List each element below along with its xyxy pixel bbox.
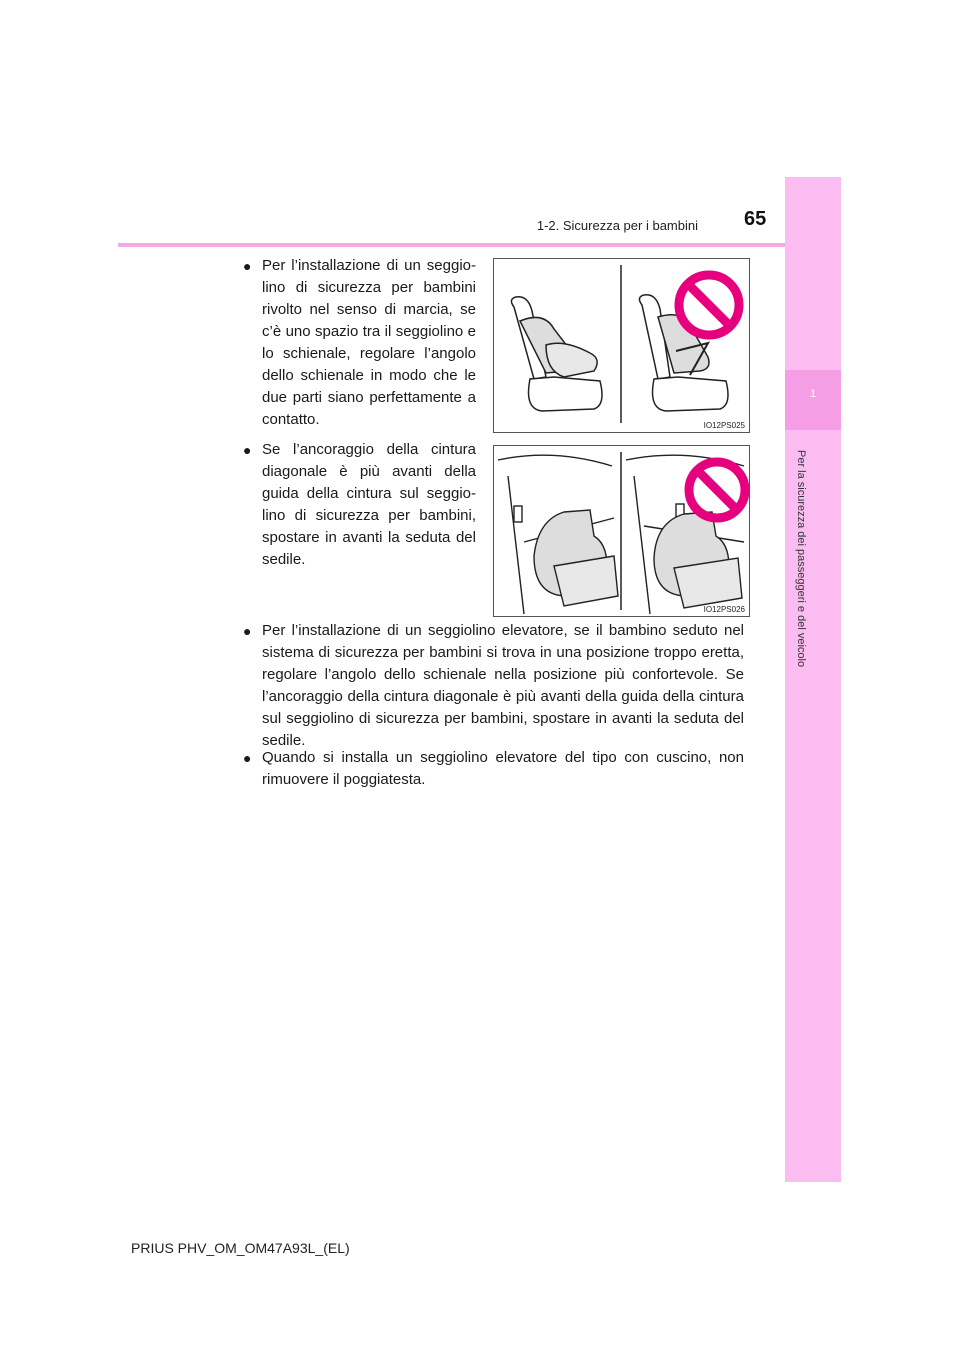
figure-code: IO12PS026 <box>703 605 745 614</box>
page-number: 65 <box>744 208 767 230</box>
footer-document-code: PRIUS PHV_OM_OM47A93L_(EL) <box>131 1240 350 1256</box>
bullet-dot-icon: ● <box>243 623 252 639</box>
figure-seat-recline <box>493 258 750 433</box>
seat-recline-illustration <box>494 259 749 432</box>
bullet-item <box>243 620 744 752</box>
bullet-text: Se l’ancoraggio della cintura diagonale è più avanti della guida della cintura sul seggio-lino di sicurezza per bambini, spostare in avanti la seduta del sedile. <box>262 441 476 568</box>
figure-code: IO12PS025 <box>703 421 745 430</box>
prohibition-icon <box>689 462 745 518</box>
figure-belt-anchor <box>493 445 750 617</box>
bullet-item <box>243 255 476 431</box>
bullet-dot-icon: ● <box>243 442 252 458</box>
chapter-title: Per la sicurezza dei passeggeri e del veicolo <box>795 450 807 668</box>
belt-anchor-illustration <box>494 446 749 616</box>
bullet-dot-icon: ● <box>243 750 252 766</box>
chapter-number: 1 <box>809 388 817 400</box>
bullet-item <box>243 439 476 571</box>
child-seat-correct-icon <box>498 455 618 614</box>
header-rule <box>118 243 841 247</box>
bullet-item <box>243 747 744 791</box>
bullet-text: Per l’installazione di un seggio-lino di sicurezza per bambini rivolto nel senso di marcia, se c’è uno spazio tra il seggiolino e lo schienale, regolare l’angolo dello schienale in modo che le due parti siano perfettamente a contatto. <box>262 257 476 428</box>
bullet-text: Per l’installazione di un seggiolino elevatore, se il bambino seduto nel sistema di sicurezza per bambini si trova in una posizione troppo eretta, regolare l’angolo dello schienale nella posizione più confortevole. Se l’ancoraggio della cintura diagonale è più avanti della guida della cintura sul seggiolino di sicurezza per bambini, spostare in avanti la seduta del sedile. <box>262 622 744 749</box>
bullet-dot-icon: ● <box>243 258 252 274</box>
prohibition-icon <box>679 275 739 335</box>
section-title: 1-2. Sicurezza per i bambini <box>536 218 698 233</box>
child-seat-incorrect-icon <box>626 455 744 614</box>
bullet-text: Quando si installa un seggiolino elevatore del tipo con cuscino, non rimuovere il poggiatesta. <box>262 749 744 788</box>
seat-correct-icon <box>511 297 602 411</box>
chapter-number-block <box>785 370 841 430</box>
